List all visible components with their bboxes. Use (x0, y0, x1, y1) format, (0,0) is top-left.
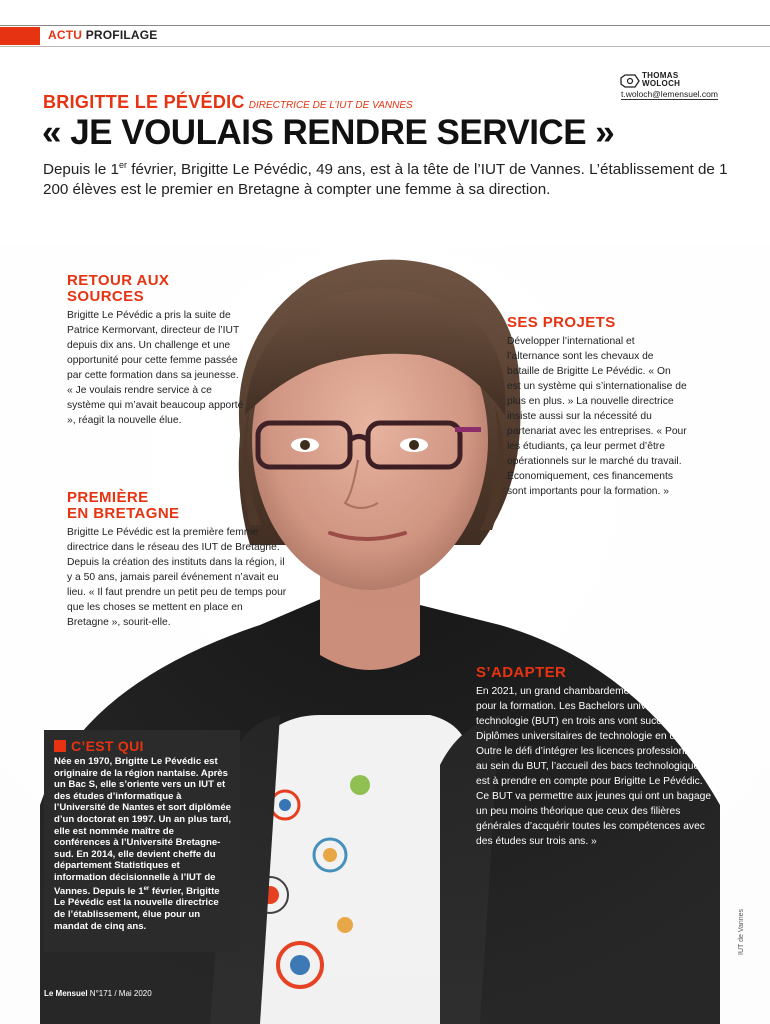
section-ses-projets (507, 315, 687, 499)
section-title: PREMIÈRE EN BRETAGNE (67, 489, 180, 522)
camera-pen-icon (620, 74, 640, 88)
section-text: En 2021, un grand chambardement va avoir lieu pour la formation. Les Bachelors universitaires de technologie (BUT) en trois ans vont succéder aux Diplômes universitaires de technologie en deux ans. Outre le défi d’intégrer les licences professionnelles au sein du BUT, l’accueil des bacs technologiques est à prendre en compte pour Brigitte Le Pévédic. « Ce BUT va permettre aux jeunes qui ont un bagage un peu moins théorique que ceux des filières générales d’acquérir toutes les compétences avec des études sur trois ans. » (476, 686, 715, 847)
square-icon (54, 740, 66, 752)
chapo: Depuis le 1er février, Brigitte Le Pévédic, 49 ans, est à la tête de l’IUT de Vannes. L’établissement de 1 200 élèves est le premier en Bretagne à compter une femme à sa direction. (43, 160, 728, 199)
author-email[interactable]: t.woloch@lemensuel.com (621, 89, 718, 99)
section-premiere-en-bretagne (67, 490, 287, 630)
section-s-adapter (476, 665, 716, 849)
cest-qui-title: C’EST QUI (54, 738, 232, 754)
author-name: THOMAS WOLOCH (642, 71, 681, 88)
section-title: RETOUR AUX SOURCES (67, 272, 170, 305)
section-text: Brigitte Le Pévédic est la première femme directrice dans le réseau des IUT de Bretagne. Depuis la création des instituts dans la région, il y a 50 ans, jamais pareil événement n’avait eu lieu. « Il faut prendre un petit peu de temps pour que les choses se mettent en place en Bretagne », sourit-elle. (67, 527, 287, 628)
rubric-color-block (0, 27, 40, 45)
kicker (43, 92, 413, 113)
section-text: Brigitte Le Pévédic a pris la suite de Patrice Kermorvant, directeur de l’IUT depuis dix ans. Un challenge et une opportunité pour cette femme passée par cette formation dans sa jeunesse. « Je voulais rendre service à ce système qui m’avait beaucoup apporté », réagit la nouvelle élue. (67, 310, 244, 426)
rubric-sub: PROFILAGE (85, 28, 158, 42)
cest-qui-box (44, 730, 240, 952)
page-footer (44, 989, 152, 998)
section-retour-aux-sources (67, 273, 247, 428)
magazine-name: Le Mensuel (44, 989, 88, 998)
top-rule (0, 25, 770, 26)
headline: « JE VOULAIS RENDRE SERVICE » (42, 113, 615, 152)
subject-role: DIRECTRICE DE L’IUT DE VANNES (248, 100, 413, 111)
photo-credit: IUT de Vannes (738, 908, 745, 955)
rubric-main: ACTU (48, 28, 83, 42)
subject-name: BRIGITTE LE PÉVÉDIC (43, 92, 245, 112)
cest-qui-text: Née en 1970, Brigitte Le Pévédic est originaire de la région nantaise. Après un Bac S, elle s’oriente vers un IUT et des études d’informatique à l’Université de Nantes et sort diplômée d’un doctorat en 1997. Un an plus tard, elle est nommée maître de conférences à l’Université Bretagne-sud. En 2014, elle devient cheffe du département Statistiques et information décisionnelle à l’IUT de Vannes. Depuis le 1er février, Brigitte Le Pévédic est la nouvelle directrice de l’établissement, élue pour un mandat de cinq ans. (54, 756, 232, 932)
issue-info: N°171 / Mai 2020 (87, 989, 152, 998)
rubric (48, 28, 158, 42)
section-title: S’ADAPTER (476, 664, 567, 681)
header-rule (0, 46, 770, 47)
section-title: SES PROJETS (507, 314, 616, 331)
section-text: Développer l’international et l’alternance sont les chevaux de bataille de Brigitte Le Pévédic. « On est un système qui s’internationalise de plus en plus. » La nouvelle directrice insiste aussi sur la nécessité du partenariat avec les entreprises. « Pour les étudiants, ça leur permet d’être opérationnels sur le marché du travail. Économiquement, ces financements sont importants pour la formation. » (507, 336, 687, 497)
